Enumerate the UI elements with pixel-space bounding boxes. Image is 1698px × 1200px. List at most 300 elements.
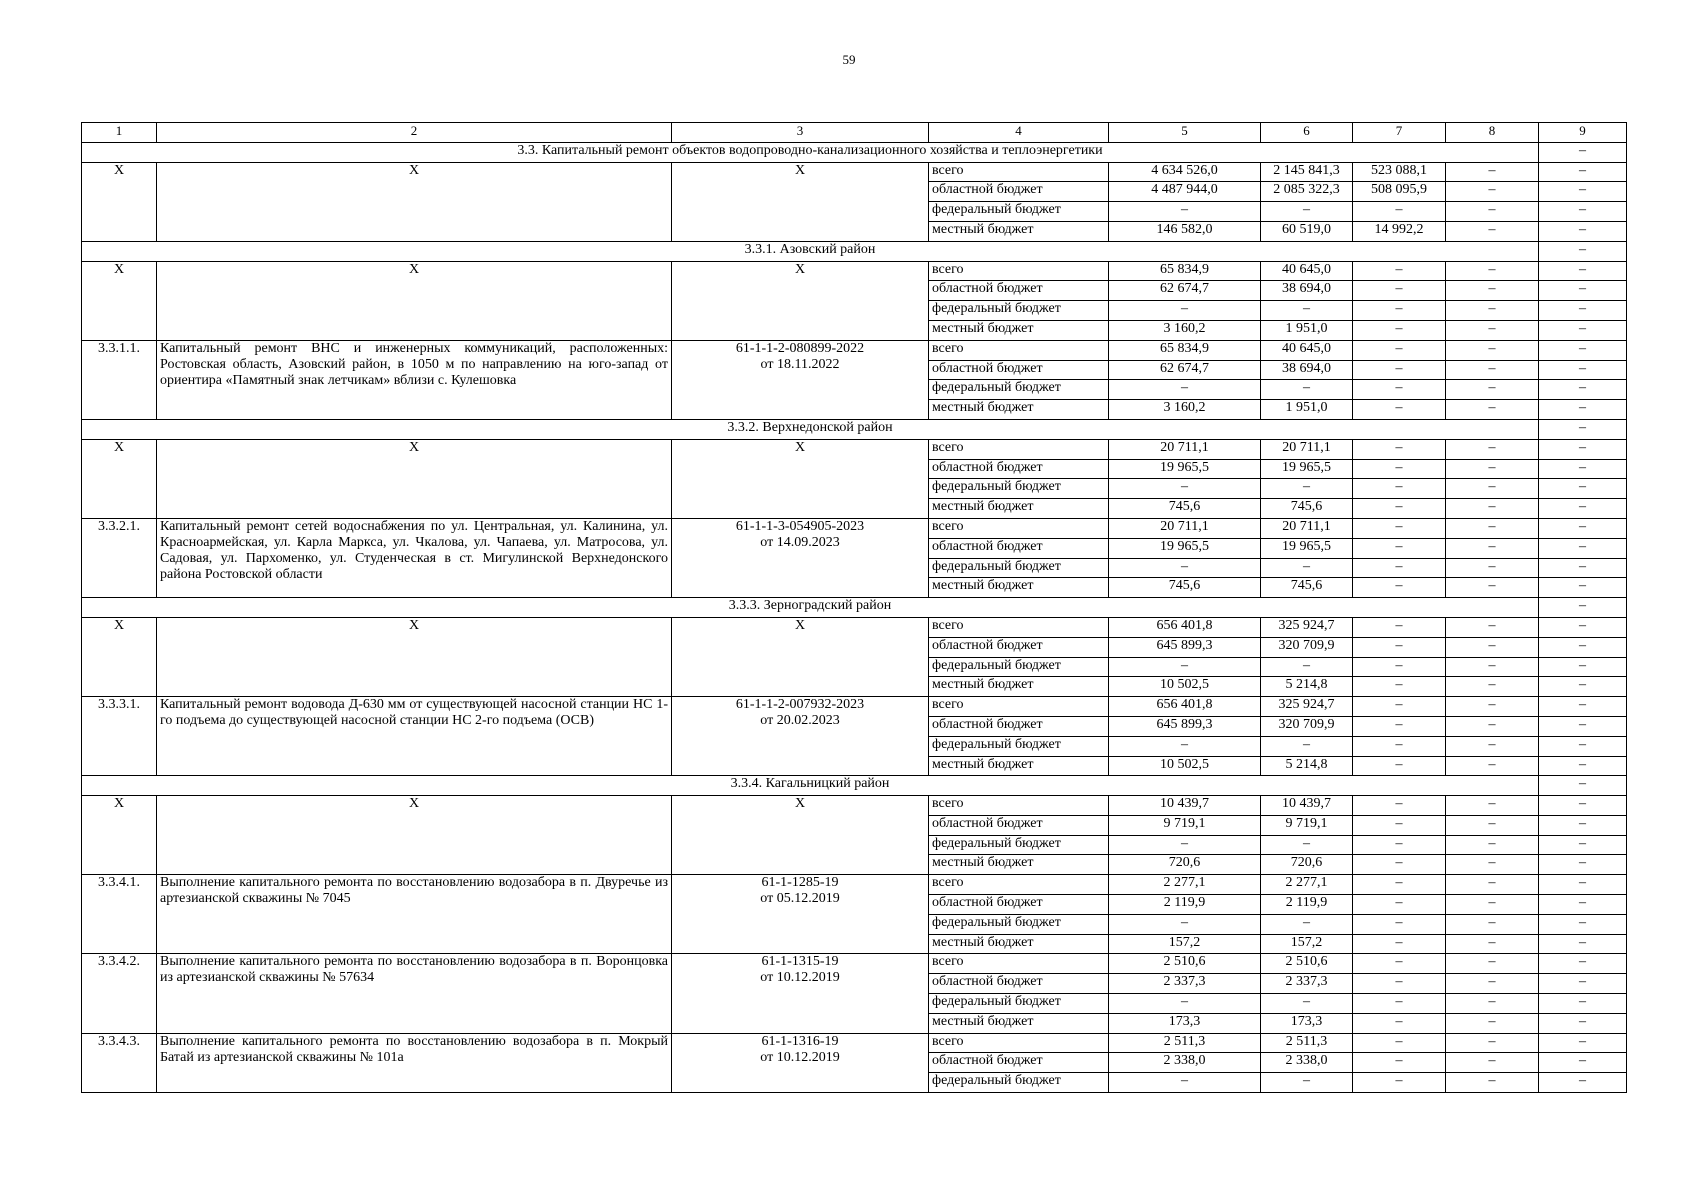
funding-source-label: областной бюджет (929, 815, 1109, 835)
funding-source-label: всего (929, 1033, 1109, 1053)
funding-source-label: федеральный бюджет (929, 736, 1109, 756)
amount-cell: – (1539, 974, 1627, 994)
item-code: 3.3.4.1. (82, 875, 157, 954)
amount-cell: – (1353, 1013, 1446, 1033)
amount-cell: 40 645,0 (1261, 340, 1353, 360)
amount-cell: – (1539, 875, 1627, 895)
column-header: 1 (82, 123, 157, 143)
amount-cell: – (1539, 637, 1627, 657)
amount-cell: – (1261, 380, 1353, 400)
item-name: Капитальный ремонт сетей водоснабжения по ул. Центральная, ул. Калинина, ул. Красноармейская, ул. Карла Маркса, ул. Чкалова, ул. Чапаева, ул. Матросова, ул. Садовая, ул. Пархоменко, ул. Студенческая в ст. Мигулинской Верхнедонского района Ростовской области (157, 518, 672, 597)
amount-cell: 325 924,7 (1261, 617, 1353, 637)
amount-cell: – (1353, 499, 1446, 519)
amount-cell: – (1353, 281, 1446, 301)
funding-source-label: федеральный бюджет (929, 380, 1109, 400)
amount-cell: – (1446, 855, 1539, 875)
column-header: 7 (1353, 123, 1446, 143)
item-code: 3.3.4.3. (82, 1033, 157, 1092)
amount-cell: – (1446, 340, 1539, 360)
amount-cell: – (1446, 221, 1539, 241)
item-name: Х (157, 261, 672, 340)
document-line: от 10.12.2019 (760, 1049, 840, 1065)
amount-cell: 20 711,1 (1109, 439, 1261, 459)
amount-cell: – (1353, 518, 1446, 538)
document-line: 61-1-1-2-080899-2022 (735, 340, 865, 356)
amount-cell: 10 502,5 (1109, 677, 1261, 697)
document-line: от 14.09.2023 (760, 534, 840, 550)
item-code: 3.3.2.1. (82, 518, 157, 597)
amount-cell: – (1446, 400, 1539, 420)
amount-cell: 157,2 (1261, 934, 1353, 954)
amount-cell: – (1446, 1073, 1539, 1093)
item-name: Выполнение капитального ремонта по восстановлению водозабора в п. Двуречье из артезианской скважины № 7045 (157, 875, 672, 954)
amount-cell: – (1446, 677, 1539, 697)
amount-cell: – (1539, 281, 1627, 301)
document-line: 61-1-1316-19 (761, 1033, 839, 1049)
table-row (82, 1033, 1627, 1053)
funding-source-label: местный бюджет (929, 1013, 1109, 1033)
funding-source-label: местный бюджет (929, 400, 1109, 420)
amount-cell: 2 510,6 (1261, 954, 1353, 974)
amount-cell: – (1446, 380, 1539, 400)
funding-source-label: федеральный бюджет (929, 301, 1109, 321)
amount-cell: – (1446, 439, 1539, 459)
section-heading-row (82, 419, 1627, 439)
document-line: 61-1-1285-19 (761, 875, 839, 891)
amount-cell: – (1261, 914, 1353, 934)
amount-cell: – (1539, 1013, 1627, 1033)
amount-cell: – (1446, 538, 1539, 558)
amount-cell: 2 338,0 (1261, 1053, 1353, 1073)
funding-source-label: всего (929, 162, 1109, 182)
amount-cell: 3 160,2 (1109, 320, 1261, 340)
amount-cell: – (1353, 994, 1446, 1014)
amount-cell: – (1446, 1033, 1539, 1053)
amount-cell: 10 439,7 (1109, 796, 1261, 816)
amount-cell: – (1109, 994, 1261, 1014)
amount-cell: 19 965,5 (1261, 538, 1353, 558)
amount-cell: 523 088,1 (1353, 162, 1446, 182)
amount-cell: – (1446, 518, 1539, 538)
funding-source-label: местный бюджет (929, 934, 1109, 954)
amount-cell: 2 511,3 (1261, 1033, 1353, 1053)
amount-cell: – (1353, 855, 1446, 875)
amount-cell: – (1261, 835, 1353, 855)
item-name: Выполнение капитального ремонта по восстановлению водозабора в п. Мокрый Батай из артезианской скважины № 101а (157, 1033, 672, 1092)
amount-cell: 10 502,5 (1109, 756, 1261, 776)
amount-cell: – (1353, 796, 1446, 816)
funding-source-label: всего (929, 261, 1109, 281)
amount-cell: – (1446, 162, 1539, 182)
amount-cell: – (1446, 835, 1539, 855)
amount-cell: 20 711,1 (1261, 518, 1353, 538)
amount-cell: – (1446, 320, 1539, 340)
table-row (82, 439, 1627, 459)
funding-source-label: всего (929, 796, 1109, 816)
amount-cell: – (1539, 380, 1627, 400)
amount-cell: – (1539, 182, 1627, 202)
amount-cell: 745,6 (1261, 499, 1353, 519)
amount-cell: – (1539, 499, 1627, 519)
amount-cell: – (1446, 756, 1539, 776)
amount-cell: – (1446, 994, 1539, 1014)
amount-cell: 173,3 (1261, 1013, 1353, 1033)
item-code: Х (82, 162, 157, 241)
amount-cell: 2 119,9 (1261, 895, 1353, 915)
amount-cell: 745,6 (1109, 499, 1261, 519)
item-name: Х (157, 617, 672, 696)
amount-cell: – (1261, 736, 1353, 756)
page-number: 59 (842, 52, 856, 67)
amount-cell: – (1353, 360, 1446, 380)
amount-cell: – (1261, 1073, 1353, 1093)
amount-cell: – (1353, 954, 1446, 974)
amount-cell: 3 160,2 (1109, 400, 1261, 420)
amount-cell: – (1539, 835, 1627, 855)
amount-cell: – (1539, 1033, 1627, 1053)
item-code: Х (82, 439, 157, 518)
item-document (672, 162, 929, 241)
amount-cell: 720,6 (1261, 855, 1353, 875)
item-document (672, 439, 929, 518)
amount-cell: – (1353, 934, 1446, 954)
table-row (82, 261, 1627, 281)
funding-source-label: областной бюджет (929, 895, 1109, 915)
table-row (82, 518, 1627, 538)
amount-cell: 173,3 (1109, 1013, 1261, 1033)
funding-source-label: всего (929, 617, 1109, 637)
amount-cell: – (1539, 162, 1627, 182)
column-header: 2 (157, 123, 672, 143)
funding-source-label: местный бюджет (929, 578, 1109, 598)
amount-cell: 5 214,8 (1261, 677, 1353, 697)
table-row (82, 617, 1627, 637)
funding-source-label: федеральный бюджет (929, 657, 1109, 677)
amount-cell: – (1353, 716, 1446, 736)
amount-cell: 146 582,0 (1109, 221, 1261, 241)
amount-cell: – (1446, 301, 1539, 321)
item-code: Х (82, 617, 157, 696)
item-code: Х (82, 261, 157, 340)
funding-source-label: местный бюджет (929, 756, 1109, 776)
amount-cell: – (1261, 479, 1353, 499)
amount-cell: – (1539, 301, 1627, 321)
column-header: 8 (1446, 123, 1539, 143)
document-line: 61-1-1-2-007932-2023 (735, 697, 865, 713)
document-line: Х (794, 261, 806, 277)
item-document (672, 617, 929, 696)
amount-cell: 1 951,0 (1261, 400, 1353, 420)
amount-cell: – (1353, 261, 1446, 281)
section-total-marker: – (1539, 598, 1627, 618)
funding-source-label: федеральный бюджет (929, 202, 1109, 222)
amount-cell: 2 145 841,3 (1261, 162, 1353, 182)
funding-source-label: федеральный бюджет (929, 479, 1109, 499)
funding-source-label: всего (929, 439, 1109, 459)
column-header: 5 (1109, 123, 1261, 143)
amount-cell: 9 719,1 (1109, 815, 1261, 835)
amount-cell: – (1539, 697, 1627, 717)
amount-cell: – (1446, 459, 1539, 479)
amount-cell: 2 511,3 (1109, 1033, 1261, 1053)
amount-cell: – (1109, 1073, 1261, 1093)
section-heading-row (82, 142, 1627, 162)
amount-cell: – (1109, 380, 1261, 400)
amount-cell: 4 634 526,0 (1109, 162, 1261, 182)
item-name: Х (157, 162, 672, 241)
budget-table (81, 122, 1627, 1093)
section-total-marker: – (1539, 142, 1627, 162)
item-name: Капитальный ремонт водовода Д-630 мм от существующей насосной станции НС 1-го подъема до существующей насосной станции НС 2-го подъема (ОСВ) (157, 697, 672, 776)
amount-cell: 656 401,8 (1109, 697, 1261, 717)
item-code: 3.3.3.1. (82, 697, 157, 776)
funding-source-label: всего (929, 875, 1109, 895)
column-header: 6 (1261, 123, 1353, 143)
amount-cell: – (1539, 954, 1627, 974)
amount-cell: – (1446, 736, 1539, 756)
amount-cell: 2 337,3 (1261, 974, 1353, 994)
item-code: 3.3.1.1. (82, 340, 157, 419)
amount-cell: – (1261, 657, 1353, 677)
table-row (82, 340, 1627, 360)
amount-cell: – (1539, 895, 1627, 915)
amount-cell: – (1353, 815, 1446, 835)
amount-cell: 745,6 (1261, 578, 1353, 598)
funding-source-label: всего (929, 954, 1109, 974)
amount-cell: – (1446, 360, 1539, 380)
section-title: 3.3.2. Верхнедонской район (82, 419, 1539, 439)
table-row (82, 162, 1627, 182)
amount-cell: – (1353, 617, 1446, 637)
funding-source-label: федеральный бюджет (929, 1073, 1109, 1093)
amount-cell: – (1539, 1073, 1627, 1093)
amount-cell: – (1539, 340, 1627, 360)
section-heading-row (82, 776, 1627, 796)
amount-cell: – (1539, 439, 1627, 459)
section-total-marker: – (1539, 241, 1627, 261)
amount-cell: – (1446, 934, 1539, 954)
amount-cell: 320 709,9 (1261, 716, 1353, 736)
amount-cell: – (1353, 320, 1446, 340)
amount-cell: – (1539, 320, 1627, 340)
amount-cell: 10 439,7 (1261, 796, 1353, 816)
amount-cell: – (1353, 1033, 1446, 1053)
amount-cell: – (1353, 439, 1446, 459)
document-line: от 05.12.2019 (760, 891, 840, 907)
amount-cell: – (1446, 815, 1539, 835)
amount-cell: – (1446, 261, 1539, 281)
amount-cell: 40 645,0 (1261, 261, 1353, 281)
item-code: 3.3.4.2. (82, 954, 157, 1033)
amount-cell: – (1446, 716, 1539, 736)
table-row (82, 796, 1627, 816)
table-row (82, 875, 1627, 895)
amount-cell: – (1539, 914, 1627, 934)
amount-cell: – (1353, 1073, 1446, 1093)
amount-cell: – (1539, 855, 1627, 875)
amount-cell: 645 899,3 (1109, 637, 1261, 657)
amount-cell: 62 674,7 (1109, 360, 1261, 380)
item-document (672, 261, 929, 340)
amount-cell: – (1539, 400, 1627, 420)
amount-cell: – (1109, 202, 1261, 222)
funding-source-label: областной бюджет (929, 538, 1109, 558)
amount-cell: – (1353, 400, 1446, 420)
amount-cell: – (1353, 578, 1446, 598)
funding-source-label: федеральный бюджет (929, 994, 1109, 1014)
item-document (672, 518, 929, 597)
amount-cell: – (1353, 974, 1446, 994)
amount-cell: – (1353, 380, 1446, 400)
document-line: Х (794, 796, 806, 812)
amount-cell: – (1446, 796, 1539, 816)
amount-cell: 720,6 (1109, 855, 1261, 875)
table-row (82, 697, 1627, 717)
amount-cell: 65 834,9 (1109, 261, 1261, 281)
amount-cell: – (1446, 974, 1539, 994)
funding-source-label: местный бюджет (929, 221, 1109, 241)
amount-cell: – (1353, 657, 1446, 677)
funding-source-label: местный бюджет (929, 855, 1109, 875)
amount-cell: – (1539, 657, 1627, 677)
amount-cell: – (1353, 202, 1446, 222)
amount-cell: 325 924,7 (1261, 697, 1353, 717)
amount-cell: – (1353, 479, 1446, 499)
amount-cell: 157,2 (1109, 934, 1261, 954)
funding-source-label: областной бюджет (929, 182, 1109, 202)
amount-cell: – (1539, 479, 1627, 499)
item-document (672, 697, 929, 776)
document-line: Х (794, 617, 806, 633)
amount-cell: – (1353, 1053, 1446, 1073)
funding-source-label: областной бюджет (929, 281, 1109, 301)
amount-cell: – (1353, 697, 1446, 717)
item-name: Выполнение капитального ремонта по восстановлению водозабора в п. Воронцовка из артезианской скважины № 57634 (157, 954, 672, 1033)
column-header: 9 (1539, 123, 1627, 143)
amount-cell: 38 694,0 (1261, 281, 1353, 301)
document-line: 61-1-1315-19 (761, 954, 839, 970)
amount-cell: – (1109, 301, 1261, 321)
amount-cell: – (1539, 716, 1627, 736)
amount-cell: 19 965,5 (1261, 459, 1353, 479)
amount-cell: – (1446, 182, 1539, 202)
funding-source-label: местный бюджет (929, 677, 1109, 697)
amount-cell: – (1539, 360, 1627, 380)
amount-cell: – (1446, 1013, 1539, 1033)
amount-cell: – (1109, 558, 1261, 578)
section-title: 3.3.4. Кагальницкий район (82, 776, 1539, 796)
amount-cell: – (1446, 479, 1539, 499)
amount-cell: – (1539, 994, 1627, 1014)
item-document (672, 954, 929, 1033)
document-line: Х (794, 162, 806, 178)
amount-cell: – (1353, 875, 1446, 895)
amount-cell: – (1353, 538, 1446, 558)
amount-cell: – (1353, 736, 1446, 756)
amount-cell: – (1353, 459, 1446, 479)
amount-cell: – (1446, 637, 1539, 657)
amount-cell: – (1539, 617, 1627, 637)
funding-source-label: областной бюджет (929, 974, 1109, 994)
amount-cell: 2 277,1 (1261, 875, 1353, 895)
amount-cell: 60 519,0 (1261, 221, 1353, 241)
amount-cell: – (1539, 796, 1627, 816)
item-name: Х (157, 439, 672, 518)
amount-cell: – (1353, 637, 1446, 657)
amount-cell: 745,6 (1109, 578, 1261, 598)
funding-source-label: всего (929, 518, 1109, 538)
item-document (672, 796, 929, 875)
amount-cell: – (1446, 657, 1539, 677)
amount-cell: – (1539, 221, 1627, 241)
amount-cell: – (1446, 578, 1539, 598)
item-name: Х (157, 796, 672, 875)
amount-cell: – (1446, 617, 1539, 637)
amount-cell: 65 834,9 (1109, 340, 1261, 360)
amount-cell: 38 694,0 (1261, 360, 1353, 380)
amount-cell: – (1539, 1053, 1627, 1073)
amount-cell: – (1539, 815, 1627, 835)
amount-cell: – (1446, 281, 1539, 301)
item-code: Х (82, 796, 157, 875)
amount-cell: – (1353, 301, 1446, 321)
amount-cell: 14 992,2 (1353, 221, 1446, 241)
amount-cell: 2 510,6 (1109, 954, 1261, 974)
amount-cell: 656 401,8 (1109, 617, 1261, 637)
amount-cell: – (1539, 677, 1627, 697)
document-line: 61-1-1-3-054905-2023 (735, 518, 865, 534)
funding-source-label: областной бюджет (929, 716, 1109, 736)
amount-cell: – (1539, 934, 1627, 954)
item-document (672, 1033, 929, 1092)
amount-cell: – (1353, 835, 1446, 855)
amount-cell: 2 085 322,3 (1261, 182, 1353, 202)
section-title: 3.3. Капитальный ремонт объектов водопроводно-канализационного хозяйства и теплоэнергетики (82, 142, 1539, 162)
funding-source-label: всего (929, 340, 1109, 360)
table-row (82, 954, 1627, 974)
document-line: от 20.02.2023 (760, 713, 840, 729)
section-heading-row (82, 241, 1627, 261)
funding-source-label: областной бюджет (929, 459, 1109, 479)
amount-cell: – (1446, 697, 1539, 717)
amount-cell: – (1353, 756, 1446, 776)
funding-source-label: всего (929, 697, 1109, 717)
document-line: от 10.12.2019 (760, 970, 840, 986)
amount-cell: – (1109, 835, 1261, 855)
funding-source-label: федеральный бюджет (929, 914, 1109, 934)
amount-cell: – (1109, 914, 1261, 934)
amount-cell: 320 709,9 (1261, 637, 1353, 657)
amount-cell: – (1109, 736, 1261, 756)
section-total-marker: – (1539, 776, 1627, 796)
funding-source-label: федеральный бюджет (929, 835, 1109, 855)
amount-cell: – (1261, 994, 1353, 1014)
amount-cell: – (1446, 1053, 1539, 1073)
amount-cell: – (1539, 756, 1627, 776)
amount-cell: 9 719,1 (1261, 815, 1353, 835)
amount-cell: – (1446, 499, 1539, 519)
amount-cell: – (1446, 875, 1539, 895)
funding-source-label: местный бюджет (929, 320, 1109, 340)
funding-source-label: местный бюджет (929, 499, 1109, 519)
amount-cell: – (1539, 736, 1627, 756)
amount-cell: – (1446, 914, 1539, 934)
amount-cell: – (1539, 518, 1627, 538)
amount-cell: 19 965,5 (1109, 459, 1261, 479)
amount-cell: 1 951,0 (1261, 320, 1353, 340)
amount-cell: – (1539, 459, 1627, 479)
funding-source-label: федеральный бюджет (929, 558, 1109, 578)
